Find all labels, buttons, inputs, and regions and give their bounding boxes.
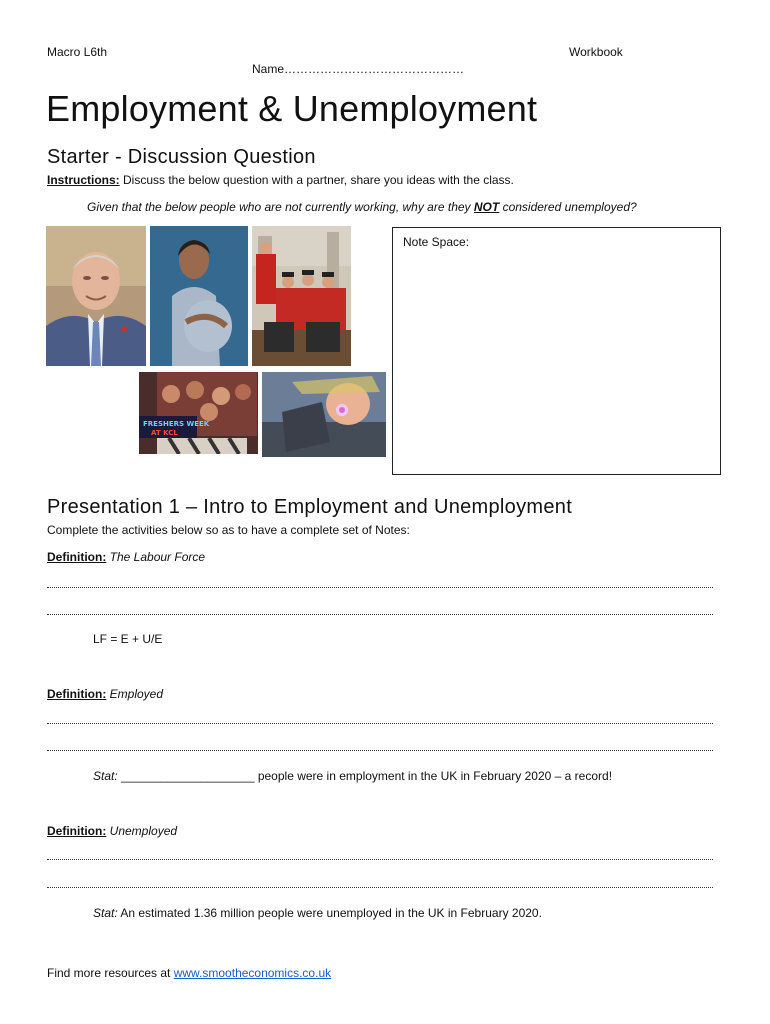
stat-label: Stat: — [93, 769, 118, 783]
presentation-heading: Presentation 1 – Intro to Employment and Unemployment — [47, 496, 573, 518]
footer-text: Find more resources at — [47, 966, 174, 980]
website-link[interactable]: www.smootheconomics.co.uk — [173, 966, 332, 980]
writing-line[interactable] — [47, 750, 713, 751]
note-space-label: Note Space: — [403, 235, 470, 249]
writing-line[interactable] — [47, 614, 713, 615]
definition-label: Definition: — [47, 824, 107, 838]
stat-text: ____________________ people were in employment in the UK in February 2020 – a record! — [117, 769, 613, 783]
stat-text: An estimated 1.36 million people were unemployed in the UK in February 2020. — [117, 906, 542, 920]
instructions-text: Discuss the below question with a partner, share you ideas with the class. — [119, 173, 514, 187]
starter-heading: Starter - Discussion Question — [47, 146, 316, 168]
stat-label: Stat: — [93, 906, 118, 920]
labour-force-formula: LF = E + U/E — [93, 632, 163, 646]
definition-employed — [47, 687, 163, 701]
writing-line[interactable] — [47, 587, 713, 588]
definition-label: Definition: — [47, 550, 107, 564]
unemployed-stat — [93, 906, 542, 920]
photo-older-man — [46, 226, 146, 366]
question-not: NOT — [473, 200, 500, 214]
discussion-question — [87, 200, 637, 214]
definition-label: Definition: — [47, 687, 107, 701]
name-field-line: Name……………………………………… — [252, 62, 465, 76]
photo-pregnant-woman — [150, 226, 248, 366]
svg-text:AT KCL: AT KCL — [151, 429, 178, 437]
class-label: Macro L6th — [47, 45, 108, 59]
writing-line[interactable] — [47, 859, 713, 860]
photo-chelsea-pensioners — [252, 226, 351, 366]
note-space-box[interactable] — [392, 227, 721, 475]
writing-line[interactable] — [47, 887, 713, 888]
instructions-label: Instructions: — [47, 173, 120, 187]
definition-term: The Labour Force — [109, 550, 206, 564]
definition-term: Unemployed — [109, 824, 178, 838]
definition-unemployed — [47, 824, 177, 838]
photo-freshers-week — [139, 372, 258, 454]
workbook-label: Workbook — [569, 45, 623, 59]
writing-line[interactable] — [47, 723, 713, 724]
question-text-end: considered unemployed? — [499, 200, 637, 214]
question-text-start: Given that the below people who are not currently working, why are they — [87, 200, 474, 214]
page-title: Employment & Unemployment — [46, 88, 538, 129]
svg-text:FRESHERS WEEK: FRESHERS WEEK — [143, 420, 210, 428]
photo-baby — [262, 372, 386, 457]
footer — [47, 966, 331, 980]
complete-instructions: Complete the activities below so as to have a complete set of Notes: — [47, 523, 410, 537]
definition-term: Employed — [109, 687, 164, 701]
instructions — [47, 173, 514, 187]
definition-labour-force — [47, 550, 205, 564]
employed-stat — [93, 769, 612, 783]
